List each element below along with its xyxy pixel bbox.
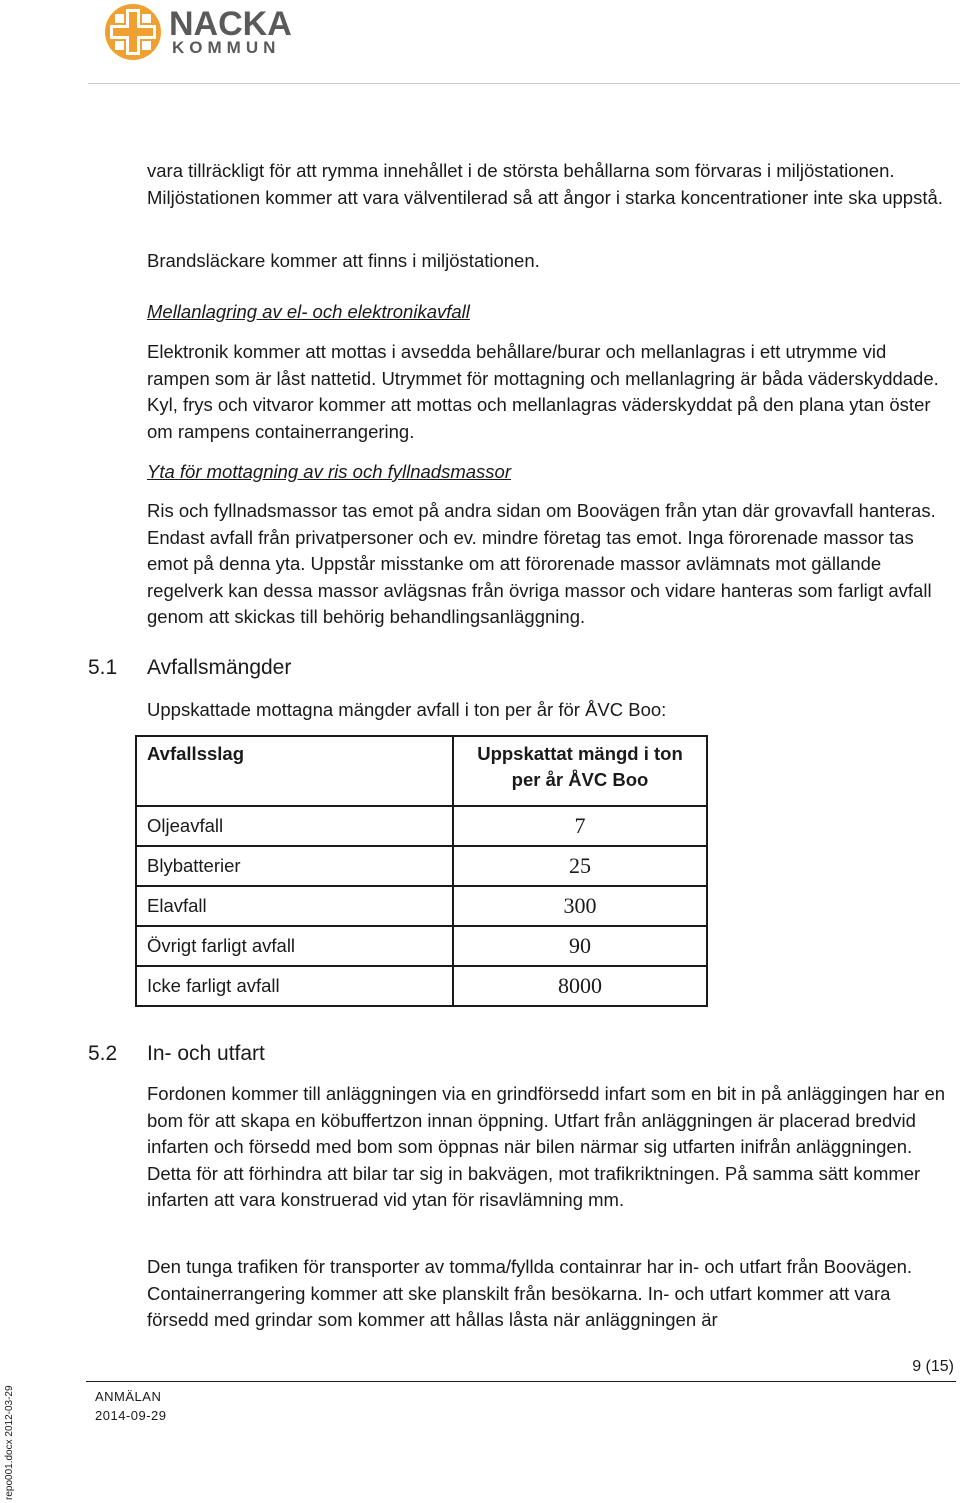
- paragraph-infart: Fordonen kommer till anläggningen via en grindförsedd infart som en bit in på anläggingen har en bom för att skapa en köbuffertzon innan öppning. Utfart från anläggningen är placerad bredvid infarten och försedd med bom som öppnas när bilen närmar sig utfarten inifrån anläggningen. Detta för att förhindra att bilar tar sig in bakvägen, mot trafikriktningen. På samma sätt kommer infarten att vara konstruerad vid ytan för risavlämning mm.: [147, 1083, 946, 1211]
- subheading-el-elektronik: Mellanlagring av el- och elektronikavfall: [147, 301, 470, 322]
- table-row: [136, 806, 707, 846]
- template-id: repo001.docx 2012-03-29: [4, 1385, 15, 1500]
- table-cell-amount: 90: [453, 926, 707, 966]
- nacka-kommun-logo: [104, 3, 294, 63]
- paragraph-elektronik: Elektronik kommer att mottas i avsedda behållare/burar och mellanlagras i ett utrymme vid rampen som är låst nattetid. Utrymmet för mottagning och mellanlagring är båda väderskyddade. Kyl, frys och vitvaror kommer att mottas och mellanlagras väderskyddat på den plana ytan öster om rampens containerrangering.: [147, 341, 939, 442]
- table-cell-type: Elavfall: [136, 886, 453, 926]
- section-5-1-number: 5.1: [88, 656, 118, 679]
- table-row: [136, 846, 707, 886]
- waste-amounts-table: [135, 735, 708, 1007]
- footer-date: 2014-09-29: [95, 1408, 167, 1423]
- table-cell-amount: 25: [453, 846, 707, 886]
- logo-text-kommun: KOMMUN: [172, 38, 281, 57]
- section-5-2-title: In- och utfart: [147, 1042, 265, 1065]
- table-row: [136, 966, 707, 1006]
- table-row: [136, 926, 707, 966]
- section-5-2-number: 5.2: [88, 1042, 118, 1065]
- paragraph-miljostation: vara tillräckligt för att rymma innehållet i de största behållarna som förvaras i miljöstationen. Miljöstationen kommer att vara välventilerad så att ångor i starka koncentrationer inte ska uppstå.: [147, 160, 943, 208]
- table-row: [136, 886, 707, 926]
- paragraph-tung-trafik: Den tunga trafiken för transporter av tomma/fyllda containrar har in- och utfart från Boovägen. Containerrangering kommer att ske planskilt från besökarna. In- och utfart kommer att vara försedd med grindar som kommer att hållas låsta när anläggningen är: [147, 1256, 913, 1331]
- footer-doc-type: ANMÄLAN: [95, 1389, 162, 1404]
- section-5-1-title: Avfallsmängder: [147, 656, 292, 679]
- table-cell-type: Blybatterier: [136, 846, 453, 886]
- table-cell-amount: 7: [453, 806, 707, 846]
- table-cell-type: Oljeavfall: [136, 806, 453, 846]
- paragraph-ris: Ris och fyllnadsmassor tas emot på andra sidan om Boovägen från ytan där grovavfall hanteras. Endast avfall från privatpersoner och ev. mindre företag tas emot. Inga förorenade massor tas emot på denna yta. Uppstår misstanke om att förorenade massor avlämnats mot gällande regelverk kan dessa massor avlägsnas från övriga massor och vidare hanteras som farligt avfall genom att skickas till behörig behandlingsanläggning.: [147, 500, 936, 628]
- logo-text-nacka: NACKA: [169, 5, 292, 43]
- table-cell-amount: 8000: [453, 966, 707, 1006]
- paragraph-brandslackare: Brandsläckare kommer att finns i miljöstationen.: [147, 250, 540, 271]
- table-cell-amount: 300: [453, 886, 707, 926]
- table-cell-type: Övrigt farligt avfall: [136, 926, 453, 966]
- header-divider: [88, 83, 960, 84]
- page-number: 9 (15): [912, 1358, 954, 1375]
- subheading-ris-fyllnadsmassor: Yta för mottagning av ris och fyllnadsmassor: [147, 461, 511, 482]
- table-cell-type: Icke farligt avfall: [136, 966, 453, 1006]
- paragraph-table-intro: Uppskattade mottagna mängder avfall i ton per år för ÅVC Boo:: [147, 699, 667, 720]
- logo-emblem-icon: [104, 3, 162, 61]
- footer-divider: [86, 1381, 956, 1382]
- table-header-row: [136, 736, 707, 806]
- table-header-amount: Uppskattat mängd i ton per år ÅVC Boo: [453, 736, 707, 806]
- table-header-avfallsslag: Avfallsslag: [136, 736, 453, 806]
